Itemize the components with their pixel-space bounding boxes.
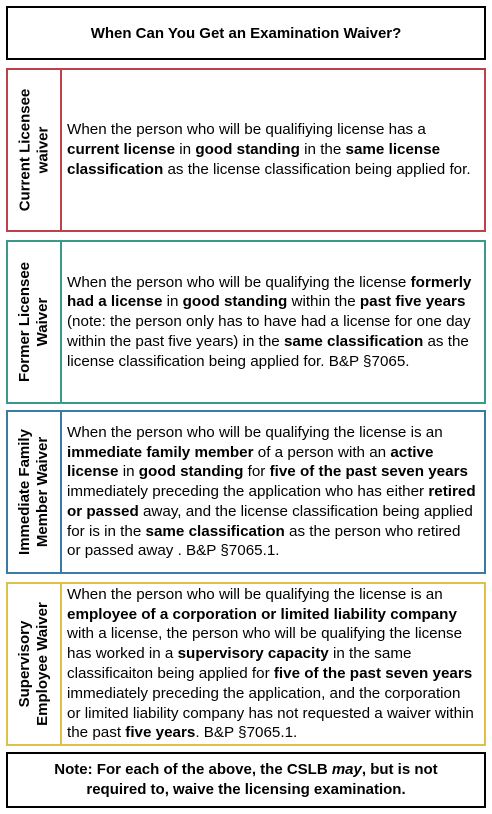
section-label-text (16, 89, 52, 212)
section-current-licensee (6, 68, 486, 232)
label-line-1: Immediate Family (16, 429, 34, 555)
note-text: Note: For each of the above, the CSLB may, but is not required to, waive the licensing examination. (54, 761, 438, 798)
section-paragraph: When the person who will be qualifying the license is an employee of a corporation or limited liability company with a license, the person who will be qualifying the license has worked in a supervisory capacity in the same classificaiton being applied for five of the past seven years immediately preceding the application, and the corporation or limited liability company has not requested a waiver within the past five years. B&P §7065.1. (67, 585, 474, 742)
note-box (6, 752, 486, 808)
page-title (6, 6, 486, 60)
section-label-text (16, 429, 52, 555)
section-label (8, 70, 62, 230)
section-body (62, 584, 484, 744)
section-supervisory-employee (6, 582, 486, 746)
label-line-2: Waiver (34, 297, 51, 347)
section-label-text (16, 602, 52, 726)
section-paragraph: When the person who will be qualifying the license is an immediate family member of a person with an active license in good standing for five of the past seven years immediately preceding the application who has either retired or passed away, and the license classification being applied for is in the same classification as the person who retired or passed away . B&P §7065.1. (67, 423, 476, 560)
section-former-licensee (6, 240, 486, 404)
section-immediate-family (6, 410, 486, 574)
section-body (62, 242, 484, 402)
section-paragraph: When the person who will be qualifiying license has a current license in good standing in the same license classification as the license classification being applied for. (67, 121, 471, 178)
section-label (8, 242, 62, 402)
section-label (8, 412, 62, 572)
label-line-1: Current Licensee (16, 88, 34, 212)
page-title-text: When Can You Get an Examination Waiver? (90, 24, 402, 42)
label-line-2: Employee Waiver (34, 602, 52, 726)
label-line-1: Supervisory (16, 620, 34, 708)
section-paragraph: When the person who will be qualifying the license formerly had a license in good standing within the past five years (note: the person only has to have had a license for one day within the past five years) in the same classification as the license classification being applied for. B&P §7065. (67, 273, 472, 370)
label-line-2: Member Waiver (34, 436, 52, 548)
section-label-text (16, 262, 52, 382)
section-body (62, 70, 484, 230)
label-line-1: Former Licensee (16, 261, 33, 383)
section-body (62, 412, 484, 572)
section-label (8, 584, 62, 744)
label-line-2: waiver (34, 126, 52, 174)
